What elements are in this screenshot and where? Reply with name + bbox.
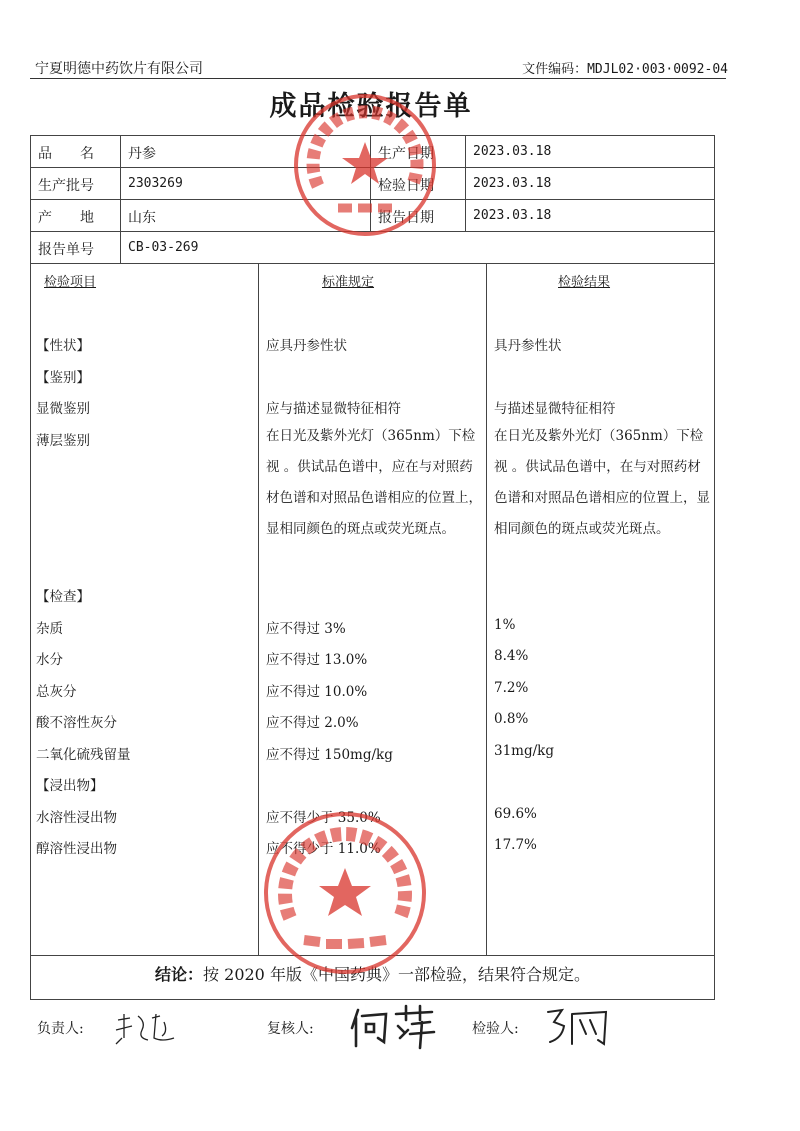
result-cell: 与描述显微特征相符 [494, 401, 616, 417]
standard-cell: 应不得少于 11.0% [266, 841, 381, 857]
item-cell: 水溶性浸出物 [36, 810, 117, 826]
item-cell: 醇溶性浸出物 [36, 841, 117, 857]
standard-cell: 应不得过 13.0% [266, 652, 368, 668]
result-cell: 31mg/kg [494, 743, 554, 759]
row-divider [30, 263, 715, 264]
item-cell: 【性状】 [36, 338, 90, 354]
col-divider [486, 263, 487, 955]
report-date-value: 2023.03.18 [473, 208, 552, 223]
report-title: 成品检验报告单 [269, 91, 473, 122]
batch-value: 2303269 [128, 176, 183, 191]
item-cell: 水分 [36, 652, 63, 668]
production-date-label: 生产日期 [378, 146, 434, 162]
result-cell: 8.4% [494, 648, 529, 664]
item-cell: 薄层鉴别 [36, 433, 90, 449]
standard-cell: 应不得过 3% [266, 621, 346, 637]
production-date-value: 2023.03.18 [473, 144, 552, 159]
standard-cell: 应不得过 150mg/kg [266, 747, 393, 763]
responsible-signature [112, 1008, 182, 1048]
reviewer-signature [348, 1002, 438, 1050]
item-cell: 二氧化硫残留量 [36, 747, 131, 763]
standard-cell: 在日光及紫外光灯（365nm）下检视 。供试品色谱中，应在与对照药材色谱和对照品色谱相应的位置上，显相同颜色的斑点或荧光斑点。 [266, 428, 482, 537]
name-value: 丹参 [128, 146, 156, 162]
standard-cell: 应不得少于 35.0% [266, 810, 381, 826]
item-cell: 显微鉴别 [36, 401, 90, 417]
result-cell: 69.6% [494, 806, 537, 822]
standard-cell: 应与描述显微特征相符 [266, 401, 401, 417]
item-cell: 【鉴别】 [36, 370, 90, 386]
test-date-label: 检验日期 [378, 178, 434, 194]
header-divider [30, 78, 726, 79]
standard-cell: 应不得过 10.0% [266, 684, 368, 700]
reviewer-label: 复核人: [267, 1021, 314, 1037]
result-cell: 0.8% [494, 711, 529, 727]
batch-label: 生产批号 [38, 178, 94, 194]
result-cell: 7.2% [494, 680, 529, 696]
col-divider [258, 263, 259, 955]
result-cell: 17.7% [494, 837, 537, 853]
column-header-item: 检验项目 [44, 275, 97, 290]
column-header-standard: 标准规定 [322, 275, 375, 290]
document-code: 文件编码：MDJL02·003·0092-04 [522, 62, 728, 77]
quality-inspection-seal [260, 808, 430, 978]
company-name: 宁夏明德中药饮片有限公司 [35, 61, 203, 77]
conclusion-label: 结论： [155, 965, 204, 984]
name-label: 品 名 [38, 146, 94, 162]
item-cell: 总灰分 [36, 684, 77, 700]
responsible-label: 负责人: [37, 1021, 84, 1037]
result-cell: 1% [494, 617, 516, 633]
inspector-label: 检验人: [472, 1021, 519, 1037]
inspector-signature [542, 1004, 614, 1048]
col-divider [465, 135, 466, 231]
item-cell: 杂质 [36, 621, 63, 637]
report-number-label: 报告单号 [38, 242, 94, 258]
column-header-result: 检验结果 [558, 275, 611, 290]
report-number-value: CB-03-269 [128, 240, 199, 255]
conclusion-text: 按 2020 年版《中国药典》一部检验，结果符合规定。 [203, 965, 590, 984]
test-date-value: 2023.03.18 [473, 176, 552, 191]
standard-cell: 应具丹参性状 [266, 338, 347, 354]
item-cell: 酸不溶性灰分 [36, 715, 117, 731]
item-cell: 【浸出物】 [36, 778, 104, 794]
col-divider [120, 135, 121, 263]
origin-value: 山东 [128, 210, 156, 226]
result-cell: 在日光及紫外光灯（365nm）下检视 。供试品色谱中，在与对照药材色谱和对照品色谱相应的位置上，显相同颜色的斑点或荧光斑点。 [494, 428, 710, 537]
quality-department-seal [290, 90, 440, 240]
item-cell: 【检查】 [36, 589, 90, 605]
standard-cell: 应不得过 2.0% [266, 715, 359, 731]
report-date-label: 报告日期 [378, 210, 434, 226]
origin-label: 产 地 [38, 210, 94, 226]
result-cell: 具丹参性状 [494, 338, 562, 354]
